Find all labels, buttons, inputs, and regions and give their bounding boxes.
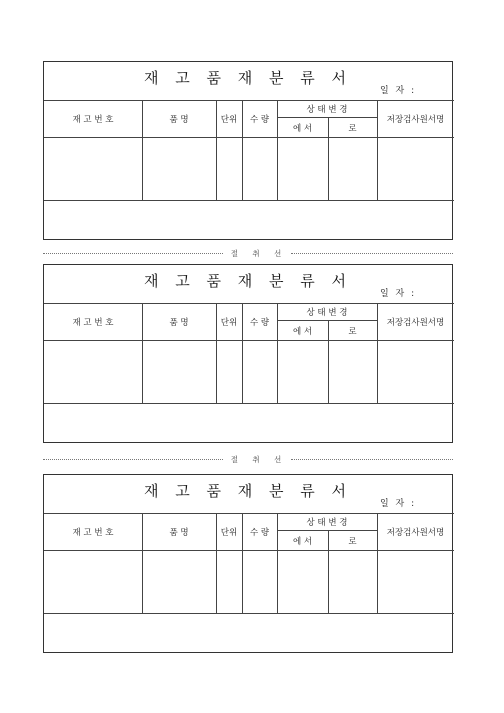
header-status-change: 상 태 변 경 [306, 105, 348, 115]
date-label: 일 자 : [380, 86, 417, 96]
form-title: 재 고 품 재 분 류 서 [143, 482, 353, 500]
header-status-change: 상 태 변 경 [306, 518, 348, 528]
header-to: 로 [348, 124, 357, 134]
header-bottom-border [44, 137, 454, 138]
header-stock-no: 재 고 번 호 [72, 115, 114, 125]
header-inspector-sign: 저장검사원서명 [386, 528, 445, 538]
body-bottom-border [44, 403, 454, 404]
header-from: 에 서 [292, 327, 313, 337]
status-divider [277, 117, 377, 118]
header-status-change: 상 태 변 경 [306, 308, 348, 318]
header-quantity: 수 량 [249, 115, 270, 125]
header-quantity: 수 량 [249, 528, 270, 538]
header-bottom-border [44, 550, 454, 551]
reclassification-form-2 [43, 264, 453, 443]
header-unit: 단위 [220, 528, 238, 538]
cut-line-dots [43, 459, 223, 460]
header-stock-no: 재 고 번 호 [72, 528, 114, 538]
form-table [44, 513, 454, 654]
date-label: 일 자 : [380, 289, 417, 299]
cut-line-dots [43, 253, 223, 254]
header-unit: 단위 [220, 115, 238, 125]
header-item-name: 품 명 [169, 115, 189, 125]
cut-line-label: 절 취 선 [230, 455, 288, 464]
col-divider [277, 100, 278, 200]
cut-line [43, 248, 453, 258]
reclassification-form-1 [43, 61, 453, 240]
header-stock-no: 재 고 번 호 [72, 318, 114, 328]
cut-line-dots [291, 253, 453, 254]
header-inspector-sign: 저장검사원서명 [386, 318, 445, 328]
header-quantity: 수 량 [249, 318, 270, 328]
table-top-border [44, 303, 454, 304]
form-title: 재 고 품 재 분 류 서 [143, 272, 353, 290]
status-divider [277, 320, 377, 321]
reclassification-form-3 [43, 474, 453, 653]
table-top-border [44, 100, 454, 101]
form-table [44, 100, 454, 241]
header-to: 로 [348, 537, 357, 547]
header-bottom-border [44, 340, 454, 341]
body-bottom-border [44, 613, 454, 614]
body-bottom-border [44, 200, 454, 201]
header-inspector-sign: 저장검사원서명 [386, 115, 445, 125]
cut-line [43, 454, 453, 464]
date-label: 일 자 : [380, 499, 417, 509]
col-divider [277, 513, 278, 613]
header-item-name: 품 명 [169, 318, 189, 328]
col-divider [277, 303, 278, 403]
header-unit: 단위 [220, 318, 238, 328]
header-item-name: 품 명 [169, 528, 189, 538]
cut-line-dots [291, 459, 453, 460]
status-divider [277, 530, 377, 531]
form-title: 재 고 품 재 분 류 서 [143, 69, 353, 87]
header-to: 로 [348, 327, 357, 337]
header-from: 에 서 [292, 124, 313, 134]
header-from: 에 서 [292, 537, 313, 547]
table-top-border [44, 513, 454, 514]
cut-line-label: 절 취 선 [230, 249, 288, 258]
form-table [44, 303, 454, 444]
